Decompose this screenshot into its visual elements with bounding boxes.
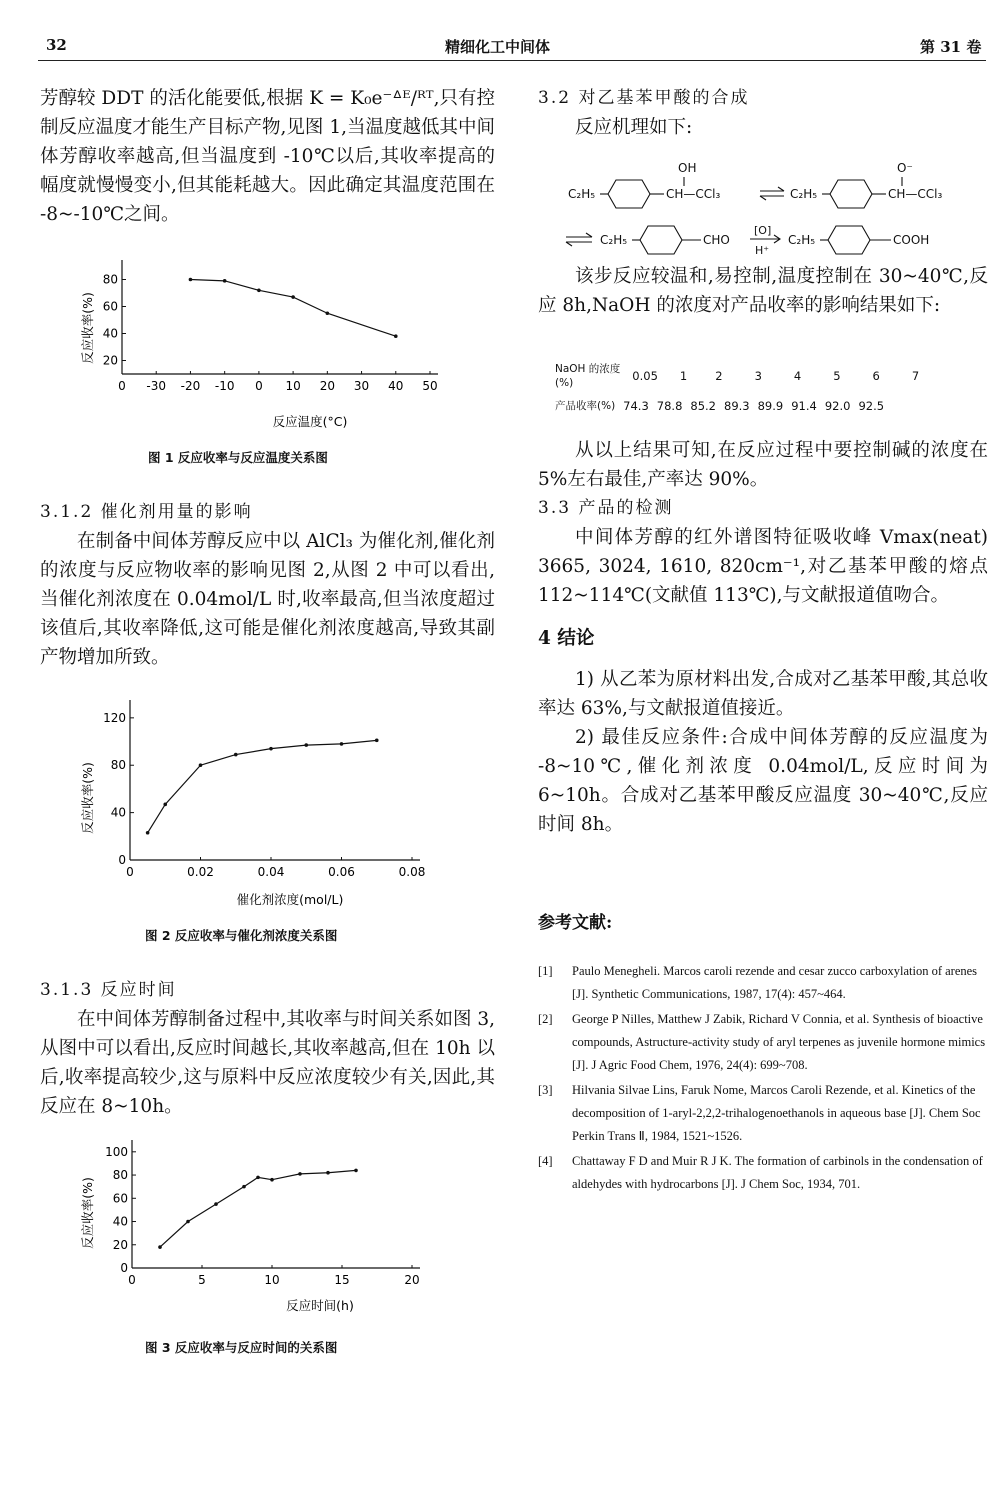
section-3-3-title: 3.3 产品的检测 (538, 498, 674, 518)
conclusion-1: 1) 从乙苯为原材料出发,合成对乙基苯甲酸,其总收率达 63%,与文献报道值接近。 (538, 669, 988, 719)
yield-cell: 89.9 (757, 398, 784, 413)
x-tick-label: 0 (118, 379, 126, 393)
y-tick-label: 40 (110, 805, 126, 820)
x-axis-label: 催化剂浓度(mol/L) (236, 892, 344, 907)
section-3-1-2-text: 在制备中间体芳醇反应中以 AlCl₃ 为催化剂,催化剂的浓度与反应物收率的影响见图 2,从图 2 中可以看出,当催化剂浓度在 0.04mol/L 时,收率最高,但当浓度超过该值后,其收率降低,这可能是催化剂浓度越高,导致其副产物增加所致。 (40, 531, 495, 668)
after-mechanism-text: 该步反应较温和,易控制,温度控制在 30~40℃,反应 8h,NaOH 的浓度对产品收率的影响结果如下: (538, 266, 988, 316)
x-tick-label: 10 (264, 1273, 280, 1287)
after-mechanism (538, 262, 988, 320)
benzene-ring-3 (640, 226, 682, 254)
section-3-2 (538, 84, 988, 142)
mech-o-minus: O⁻ (897, 161, 913, 175)
data-point (304, 743, 308, 747)
y-tick-label: 80 (110, 758, 126, 773)
x-tick-label: -30 (146, 379, 167, 393)
left-intro (40, 84, 495, 229)
benzene-ring-1 (608, 180, 650, 208)
references-list (538, 960, 988, 1198)
x-tick-label: 0.08 (398, 865, 426, 879)
equilibrium-arrow-2 (566, 233, 592, 246)
data-point (223, 279, 227, 283)
reaction-mechanism (538, 150, 988, 260)
yield-cell: 89.3 (724, 398, 750, 413)
yield-cell: 78.8 (656, 398, 683, 413)
mech-ch-ccl3-1: CH—CCl₃ (666, 187, 721, 201)
mechanism-intro: 反应机理如下: (575, 117, 693, 138)
data-point (158, 1245, 162, 1249)
mech-c2h5-3: C₂H₅ (600, 233, 628, 247)
x-tick-label: 0 (255, 379, 263, 393)
naoh-conc-cell: 7 (911, 369, 920, 383)
mech-c2h5-2: C₂H₅ (790, 187, 818, 201)
figure-2-caption: 图 2 反应收率与催化剂浓度关系图 (145, 928, 338, 943)
x-tick-label: 0.06 (328, 865, 355, 879)
data-point (163, 803, 167, 807)
data-point (340, 742, 344, 746)
mech-cho: CHO (703, 233, 730, 247)
series-line (190, 280, 395, 337)
x-tick-label: 20 (404, 1273, 420, 1287)
y-tick-label: 40 (112, 1214, 128, 1229)
reference-item: [1] Paulo Menegheli. Marcos caroli rezende and cesar zucco carboxylation of arenes [J]. Synthetic Communications, 1987, 17(4): 457~464. (538, 964, 978, 1001)
x-tick-label: 50 (422, 379, 438, 393)
data-point (146, 831, 150, 835)
x-tick-label: 30 (353, 379, 370, 393)
y-tick-label: 120 (103, 710, 126, 725)
x-axis-label: 反应时间(h) (286, 1298, 354, 1313)
data-point (186, 1220, 190, 1224)
x-tick-label: -10 (214, 379, 235, 393)
naoh-unit: (%) (555, 377, 574, 389)
header-rule (38, 60, 986, 61)
x-tick-label: 0 (126, 865, 134, 879)
yield-label: 产品收率(%) (555, 400, 616, 412)
mech-c2h5-4: C₂H₅ (788, 233, 816, 247)
benzene-ring-2 (830, 180, 872, 208)
data-point (257, 289, 261, 293)
y-tick-label: 0 (118, 853, 126, 867)
section-3-1-3-title: 3.1.3 反应时间 (40, 980, 177, 1000)
x-tick-label: 10 (285, 379, 301, 393)
series-line (148, 740, 377, 832)
section-3-2-title: 3.2 对乙基苯甲酸的合成 (538, 88, 750, 108)
naoh-conc-cell: 5 (833, 369, 841, 383)
section-3-1-2 (40, 498, 495, 672)
x-tick-label: 5 (198, 1273, 206, 1287)
section-3-1-3-text: 在中间体芳醇制备过程中,其收率与时间关系如图 3,从图中可以看出,反应时间越长,其收率越高,但在 10h 以后,收率提高较少,这与原料中反应浓度较少有关,因此,其反应在 8~10h。 (40, 1009, 495, 1117)
data-point (326, 311, 330, 315)
data-point (234, 753, 238, 757)
figure-1-chart (70, 258, 470, 438)
naoh-conc-cell: 1 (679, 369, 688, 383)
data-point (270, 1178, 274, 1182)
section-3-1-3 (40, 976, 495, 1121)
x-tick-label: 0.02 (187, 865, 214, 879)
right-body (538, 436, 988, 839)
benzene-ring-4 (828, 226, 870, 254)
data-point (291, 295, 295, 299)
figure-3-caption: 图 3 反应收率与反应时间的关系图 (145, 1340, 338, 1355)
yield-cell: 74.3 (623, 398, 649, 413)
y-tick-label: 80 (112, 1168, 128, 1183)
data-point (242, 1185, 246, 1189)
mech-c2h5-1: C₂H₅ (568, 187, 596, 201)
series-line (160, 1170, 356, 1247)
y-tick-label: 0 (120, 1261, 128, 1275)
page-number: 32 (46, 36, 67, 54)
intro-paragraph: 芳醇较 DDT 的活化能要低,根据 K = K₀e⁻ᐞᴱ/ᴿᵀ,只有控制反应温度才能生产目标产物,见图 1,当温度越低其中间体芳醇收率越高,但当温度到 -10℃以后,其收率提高的幅度就慢慢变小,但其能耗越大。因此确定其温度范围在 -8~-10℃之间。 (40, 88, 495, 225)
x-tick-label: -20 (180, 379, 201, 393)
y-tick-label: 60 (112, 1191, 128, 1206)
table-conclusion: 从以上结果可知,在反应过程中要控制碱的浓度在 5%左右最佳,产率达 90%。 (538, 440, 988, 490)
y-axis-label: 反应收率(%) (80, 1177, 95, 1249)
section-3-3-text: 中间体芳醇的红外谱图特征吸收峰 Vmax(neat) 3665, 3024, 1610, 820cm⁻¹,对乙基苯甲酸的熔点 112~114℃(文献值 113℃),与文献报道值吻合。 (538, 527, 988, 606)
section-3-1-2-title: 3.1.2 催化剂用量的影响 (40, 502, 253, 522)
x-axis-label: 反应温度(°C) (272, 414, 348, 429)
data-point (199, 763, 203, 767)
naoh-conc-cell: 2 (715, 369, 723, 383)
section-4-title: 4 结论 (538, 628, 595, 649)
y-tick-label: 80 (102, 272, 118, 287)
y-tick-label: 20 (112, 1237, 128, 1252)
naoh-conc-cell: 0.05 (632, 369, 658, 383)
volume-number: 第 31 卷 (920, 38, 982, 56)
x-tick-label: 15 (334, 1273, 350, 1287)
mech-oh: OH (678, 161, 697, 175)
y-tick-label: 100 (105, 1144, 128, 1159)
figure-3-chart (70, 1138, 470, 1328)
naoh-conc-cell: 6 (872, 369, 880, 383)
journal-title: 精细化工中间体 (445, 38, 551, 56)
mech-hplus: H⁺ (755, 244, 770, 257)
data-point (214, 1202, 218, 1206)
y-axis-label: 反应收率(%) (80, 762, 95, 834)
yield-cell: 92.0 (824, 398, 851, 413)
data-point (256, 1176, 260, 1180)
mech-oxidant: [O] (754, 224, 772, 237)
reference-item: [3] Hilvania Silvae Lins, Faruk Nome, Marcos Caroli Rezende, et al. Kinetics of the decomposition of 1-aryl-2,2,2-trihalogenoethanols in aqueous base [J]. Chem Soc Perkin Trans Ⅱ, 1984, 1521~1526. (538, 1083, 981, 1143)
x-tick-label: 40 (388, 379, 404, 393)
data-point (394, 334, 398, 338)
y-tick-label: 40 (102, 326, 118, 341)
yield-cell: 91.4 (791, 398, 817, 413)
data-point (298, 1172, 302, 1176)
x-tick-label: 20 (319, 379, 335, 393)
naoh-label: NaOH 的浓度 (555, 363, 621, 375)
y-axis-label: 反应收率(%) (80, 292, 95, 364)
x-tick-label: 0.04 (257, 865, 285, 879)
y-tick-label: 20 (102, 353, 118, 368)
reference-item: [4] Chattaway F D and Muir R J K. The formation of carbinols in the condensation of aldehydes with hydrocarbons [J]. J Chem Soc, 1934, 701. (538, 1154, 983, 1191)
y-tick-label: 60 (102, 299, 118, 314)
figure-1-caption: 图 1 反应收率与反应温度关系图 (148, 450, 328, 465)
equilibrium-arrow-1 (760, 187, 784, 200)
reference-item: [2] George P Nilles, Matthew J Zabik, Richard V Connia, et al. Synthesis of bioactive compounds, Astructure-activity study of aryl terpenes as juvenile hormone mimics [J]. J Agric Food Chem, 1976, 24(4): 699~708. (538, 1012, 986, 1072)
data-point (375, 739, 379, 743)
mech-ch-ccl3-2: CH—CCl₃ (888, 187, 943, 201)
x-tick-label: 0 (128, 1273, 136, 1287)
naoh-table (555, 362, 985, 413)
figure-2-chart (70, 698, 470, 916)
data-point (269, 747, 273, 751)
data-point (354, 1169, 358, 1173)
data-point (326, 1171, 330, 1175)
data-point (189, 278, 193, 282)
yield-cell: 85.2 (690, 398, 716, 413)
conclusion-2: 2) 最佳反应条件:合成中间体芳醇的反应温度为 -8~10℃,催化剂浓度 0.04mol/L,反应时间为 6~10h。合成对乙基苯甲酸反应温度 30~40℃,反应时间 8h。 (538, 727, 988, 835)
references-title: 参考文献: (538, 913, 613, 933)
yield-cell: 92.5 (858, 398, 885, 413)
naoh-conc-cell: 3 (754, 369, 762, 383)
mech-cooh: COOH (893, 233, 930, 247)
naoh-conc-cell: 4 (793, 369, 802, 383)
